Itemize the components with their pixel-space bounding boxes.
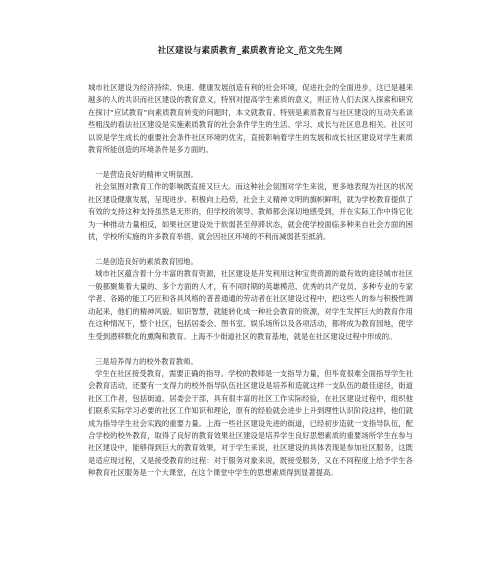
section-paragraph-1: 社会氛围对教育工作的影响既直接又巨大。而这种社会氛围对学生来说，更多地表现为社区的状况社区建设健康发展，呈现进步、积极向上趋势，社会主义精神文明的旗帜鲜明，就为学校教育提供了有效的支持这种支持虽然是无形的，但学校的领导、教师都会深切地感受到，并在实际工作中得它化为一种推动力量相反，如果社区建设处于软弱甚至停滞状态，就会使学校面临多种来自社会方面的困扰，学校所实施的许多教育举措，就会因社区环境的不利而减弱甚至抵消。: [88, 182, 413, 242]
section-heading-1: 一是营造良好的精神文明氛围。: [95, 170, 198, 180]
section-paragraph-2: 城市社区蕴含着十分丰富的教育资源，社区建设是开发利用这种宝贵资源的最有效的途径城市社区一般都聚集着大量的、多个方面的人才，有不同时期的英雄模范、优秀的共产党员、多种专业的专家学者、各路的能工巧匠和各具风格的普普通通的劳动者在社区建设过程中，把这些人的参与积极性调动起来，他们的精神风貌、知识智慧，就能转化成一种社会教育的资源，对学生发挥巨大的教育作用在这种情况下，整个社区，包括居委会、图书室、娱乐场所以及各项活动，都将成为教育园地，使学生受到潜移默化的熏陶和教育。上海不少街道社区的教育基地，就是在社区建设过程中形成的。: [88, 269, 413, 341]
section-heading-3: 三是培养得力的校外教育教师。: [95, 356, 198, 366]
section-heading-2: 二是创造良好的素质教育园地。: [95, 257, 198, 267]
page-title: 社区建设与素质教育_素质教育论文_范文先生网: [157, 46, 343, 56]
section-paragraph-3: 学生在社区接受教育，需要正确的指导。学校的教师是一支指导力量，但毕竟很难全面指导学生社会教育活动，还要有一支得力的校外指导队伍社区建设是培养和造就这样一支队伍的最佳途径，街道社区工作者，包括街道、居委会干部，具有很丰富的社区工作实际经验，在社区建设过程中，组织他们联系实际学习必要的社区工作知识和理论，原有的经验就会进步上升到理性认识阶段这样，他们就成为指导学生社会实践的重要力量。上海一些社区建设先进的街道，已经初步造就一支指导队伍，配合学校的校外教育，取得了良好的教育效果社区建设是培养学生良好思想素质的重要场所学生在参与社区建设中，能够得到巨大的教育效果，对于学生来说，社区建设的具体表现是参加社区服务，这既是适应现过程，又是接受教育的过程：对于服务对象来说，既接受服务，又在不同程度上给予学生各种教育社区服务是一个大课堂，在这个课堂中学生的思想素质得到显著提高。: [88, 368, 413, 478]
article-body: [88, 82, 413, 480]
intro-paragraph: 城市社区建设为经济持续、快速、健康发展创造有利的社会环境，促进社会的全面进步，这已是越来越多的人的共识而社区建设的教育意义，特别对提高学生素质的意义，则正待人们去深入探索和研究在探讨“应试教育”向素质教育转变的问题时，本文就教育、特别是素质教育与社区建设的互动关系谈些粗浅的看法社区建设是实施素质教育的社会条件学生的生活、学习、成长与社区息息相关。社区可以说是学生成长的重要社会条件社区环境的优劣，直接影响着学生的发展和成长社区建设对学生素质教育所能创造的环境条件是多方面的。: [88, 83, 413, 155]
